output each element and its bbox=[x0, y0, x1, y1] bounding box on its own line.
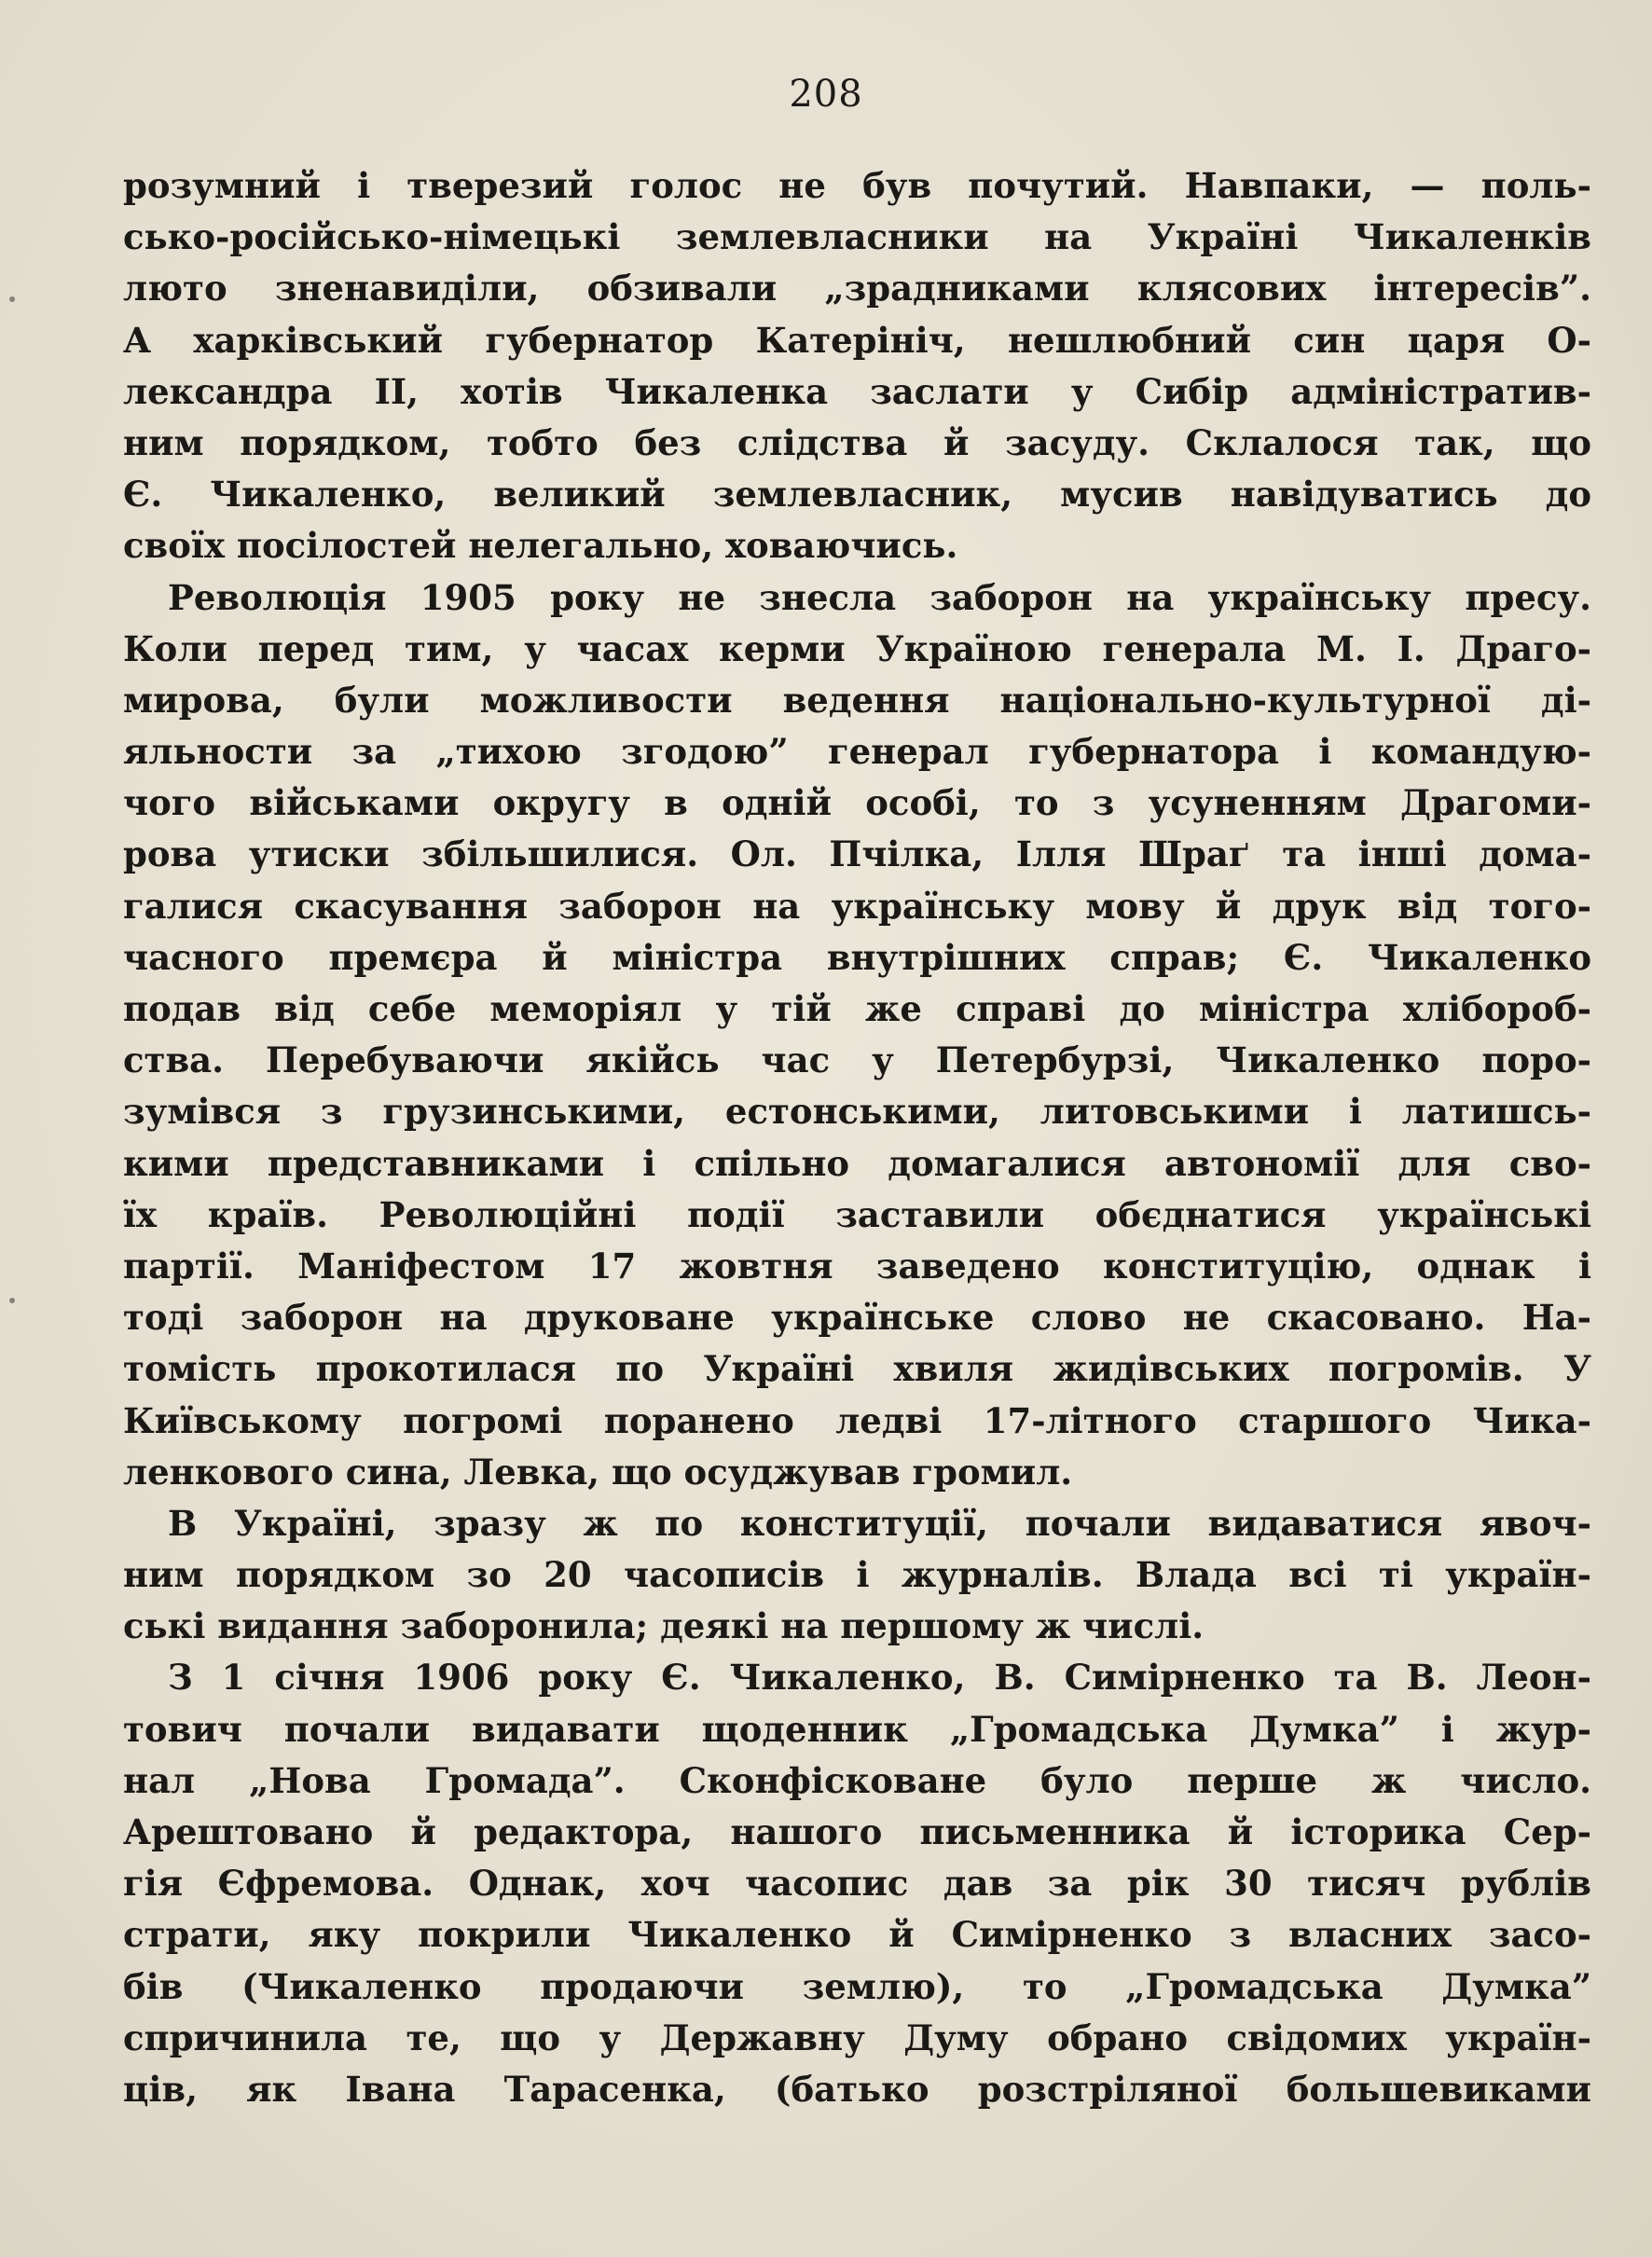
text-line: мирова, були можливости ведення національно-культурної ді- bbox=[123, 679, 1591, 721]
text-line: Революція 1905 року не знесла заборон на українську пресу. bbox=[168, 576, 1591, 618]
text-line: зумівся з грузинськими, естонськими, литовськими і латишсь- bbox=[123, 1091, 1591, 1133]
text-line: З 1 січня 1906 року Є. Чикаленко, В. Симірненко та В. Леон- bbox=[168, 1657, 1591, 1699]
text-line: ства. Перебуваючи якійсь час у Петербурзі, Чикаленко поро- bbox=[123, 1039, 1591, 1081]
margin-speck bbox=[9, 1298, 15, 1303]
text-line: Арештовано й редактора, нашого письменника й історика Сер- bbox=[123, 1811, 1591, 1852]
text-line: страти, яку покрили Чикаленко й Симірненко з власних засо- bbox=[123, 1914, 1591, 1956]
text-line: ним порядком, тобто без слідства й засуду. Склалося так, що bbox=[123, 421, 1591, 463]
text-line: ські видання заборонила; деякі на першому ж числі. bbox=[123, 1605, 1205, 1647]
text-line: ленкового сина, Левка, що осуджував громил. bbox=[123, 1451, 1073, 1493]
text-line: нал „Нова Громада”. Сконфісковане було перше ж число. bbox=[123, 1759, 1591, 1801]
text-line: їх країв. Революційні події заставили обєднатися українські bbox=[123, 1193, 1591, 1235]
text-line: спричинила те, що у Державну Думу обрано свідомих україн- bbox=[123, 2016, 1591, 2058]
text-line: чого військами округу в одній особі, то з усуненням Драгоми- bbox=[123, 782, 1591, 824]
text-line: Є. Чикаленко, великий землевласник, мусив навідуватись до bbox=[123, 474, 1591, 516]
text-line: партії. Маніфестом 17 жовтня заведено конституцію, однак і bbox=[123, 1245, 1591, 1287]
text-line: тоді заборон на друковане українське слово не скасовано. На- bbox=[123, 1297, 1591, 1339]
text-line: подав від себе меморіял у тій же справі до міністра хлібороб- bbox=[123, 988, 1591, 1029]
text-line: тович почали видавати щоденник „Громадська Думка” і жур- bbox=[123, 1708, 1591, 1750]
text-line: ним порядком зо 20 часописів і журналів. Влада всі ті україн- bbox=[123, 1554, 1591, 1596]
text-line: В Україні, зразу ж по конституції, почали видаватися явоч- bbox=[168, 1502, 1591, 1544]
body-text bbox=[123, 160, 1591, 2115]
text-line: яльности за „тихою згодою” генерал губернатора і командую- bbox=[123, 731, 1591, 773]
text-line: ців, як Івана Тарасенка, (батько розстріляної большевиками bbox=[123, 2068, 1591, 2110]
text-line: кими представниками і спільно домагалися автономії для сво- bbox=[123, 1142, 1591, 1184]
text-line: лександра II, хотів Чикаленка заслати у Сибір адміністратив- bbox=[123, 370, 1591, 412]
text-line: бів (Чикаленко продаючи землю), то „Громадська Думка” bbox=[123, 1965, 1591, 2007]
text-line: А харківський губернатор Катерініч, нешлюбний син царя О- bbox=[123, 319, 1591, 361]
text-line: Коли перед тим, у часах керми Україною генерала М. І. Драго- bbox=[123, 627, 1591, 669]
text-line: часного премєра й міністра внутрішних справ; Є. Чикаленко bbox=[123, 936, 1591, 978]
text-line: галися скасування заборон на українську мову й друк від того- bbox=[123, 885, 1591, 927]
text-line: люто зненавиділи, обзивали „зрадниками клясових інтересів”. bbox=[123, 268, 1591, 310]
text-line: сько-російсько-німецькі землевласники на Україні Чикаленків bbox=[123, 216, 1591, 258]
margin-speck bbox=[9, 296, 15, 302]
text-line: рова утиски збільшилися. Ол. Пчілка, Ілля Шраґ та інші дома- bbox=[123, 833, 1591, 875]
text-line: своїх посілостей нелегально, ховаючись. bbox=[123, 525, 958, 567]
text-line: Київському погромі поранено ледві 17-літного старшого Чика- bbox=[123, 1399, 1591, 1441]
text-line: розумний і тверезий голос не був почутий. Навпаки, — поль- bbox=[123, 165, 1591, 206]
text-line: гія Єфремова. Однак, хоч часопис дав за рік 30 тисяч рублів bbox=[123, 1863, 1591, 1905]
page-number: 208 bbox=[789, 73, 863, 116]
text-line: томість прокотилася по Україні хвиля жидівських погромів. У bbox=[123, 1348, 1591, 1390]
